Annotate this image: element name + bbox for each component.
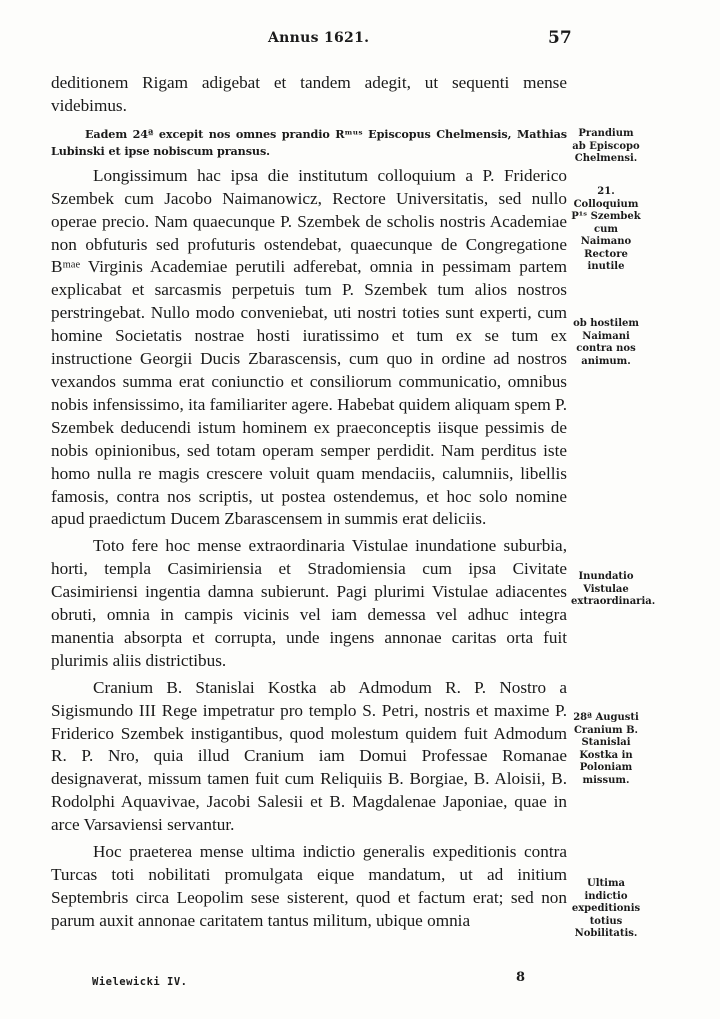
main-text <box>51 72 567 933</box>
paragraph-inundatio: Toto fere hoc mense extraordinaria Vistulae inundatione suburbia, horti, templa Casimiriensia et Stradomiensia cum ipsa Civitate Casimiriensi ingentia damna subierunt. Pagi plurimi Vistulae adiacentes obruti, omnia in campis vicinis vel iam demessa vel adhuc integra manentia absorpta et corrupta, unde ingens annonae caritas orta fuit plurimis aliis districtibus. <box>51 536 567 670</box>
paragraph-expeditio: Hoc praeterea mense ultima indictio generalis expeditionis contra Turcas toti nobilitati promulgata eique mandatum, ut ad initium Septembris circa Leopolim sese sisterent, quod et factum erat; sed non parum auxit annonae caritatem tantus militum, ubique omnia <box>51 842 567 930</box>
paragraph-colloquium: Longissimum hac ipsa die institutum colloquium a P. Friderico Szembek cum Jacobo Naimanowicz, Rectore Universitatis, sed nullo operae precio. Nam quaecunque P. Szembek de scholis nostris Academiae non obfuturis sed profuturis ostendebat, quaecunque de Congregatione Bᵐᵃᵉ Virginis Academiae perutili adferebat, omnia in pessimam partem explicabat et sarcasmis perpetuis tum P. Szembek tum alios nostros perstringebat. Nullo modo conveniebat, uti nostri toties sunt experti, cum homine Societatis nostrae hosti iuratissimo et tum ex se tum ex instructione Georgii Ducis Zbarascensis, cum quo in ordine ad nostros vexandos summa erat coniunctio et consiliorum communicatio, omnibus nobis infensissimo, ita familiariter agere. Habebat quidem aliquam spem P. Szembek deducendi istum hominem ex praeconceptis iisque pessimis de nobis opinionibus, sed totam operam semper perdidit. Nam perditus iste homo nulla re magis crescere voluit quam mendaciis, calumniis, libellis famosis, contra nos scriptis, ut postea ostendemus, et hoc solo nomine apud praedictum Ducem Zbarascensem in summis erat deliciis. <box>51 165 567 529</box>
paragraph-cranium: Cranium B. Stanislai Kostka ab Admodum R. P. Nostro a Sigismundo III Rege impetratur pro templo S. Petri, nostris et maxime P. Friderico Szembek instigantibus, quod molestum quidem fuit Admodum R. P. Nro, quia illud Cranium iam Domui Professae Romanae designaverat, missum tamen fuit cum Reliquiis B. Borgiae, B. Aloisii, B. Rodolphi Aquavivae, Jacobi Salesii et B. Magdalenae Japoniae, quae in arce Varsaviensi servantur. <box>51 677 567 835</box>
margin-note-hostilitas: ob hostilem Naimani contra nos animum. <box>573 318 639 367</box>
margin-note-expeditio: Ultima indictio expeditionis totius Nobilitatis. <box>571 878 641 939</box>
margin-note-cranium: 28ª Augusti Cranium B. Stanislai Kostka in Poloniam missum. <box>573 712 639 786</box>
page-header <box>0 30 720 52</box>
paragraph-continuation: deditionem Rigam adigebat et tandem adegit, ut sequenti mense videbimus. <box>51 73 567 115</box>
small-print-note: Eadem 24ª excepit nos omnes prandio Rᵐᵘˢ Episcopus Chelmensis, Mathias Lubinski et ipse nobiscum pransus. <box>51 126 567 158</box>
signature-mark: 8 <box>516 970 526 985</box>
margin-note-inundatio: Inundatio Vistulae extraordinaria. <box>571 571 656 607</box>
page-number: 57 <box>548 28 572 48</box>
margin-note-prandium: Prandium ab Episcopo Chelmensi. <box>572 128 640 164</box>
footer-author: Wielewicki IV. <box>92 976 188 988</box>
margin-note-colloquium: 21. Colloquium P¹ˢ Szembek cum Naimano Rectore inutile <box>571 186 641 272</box>
running-title: Annus 1621. <box>268 30 370 46</box>
